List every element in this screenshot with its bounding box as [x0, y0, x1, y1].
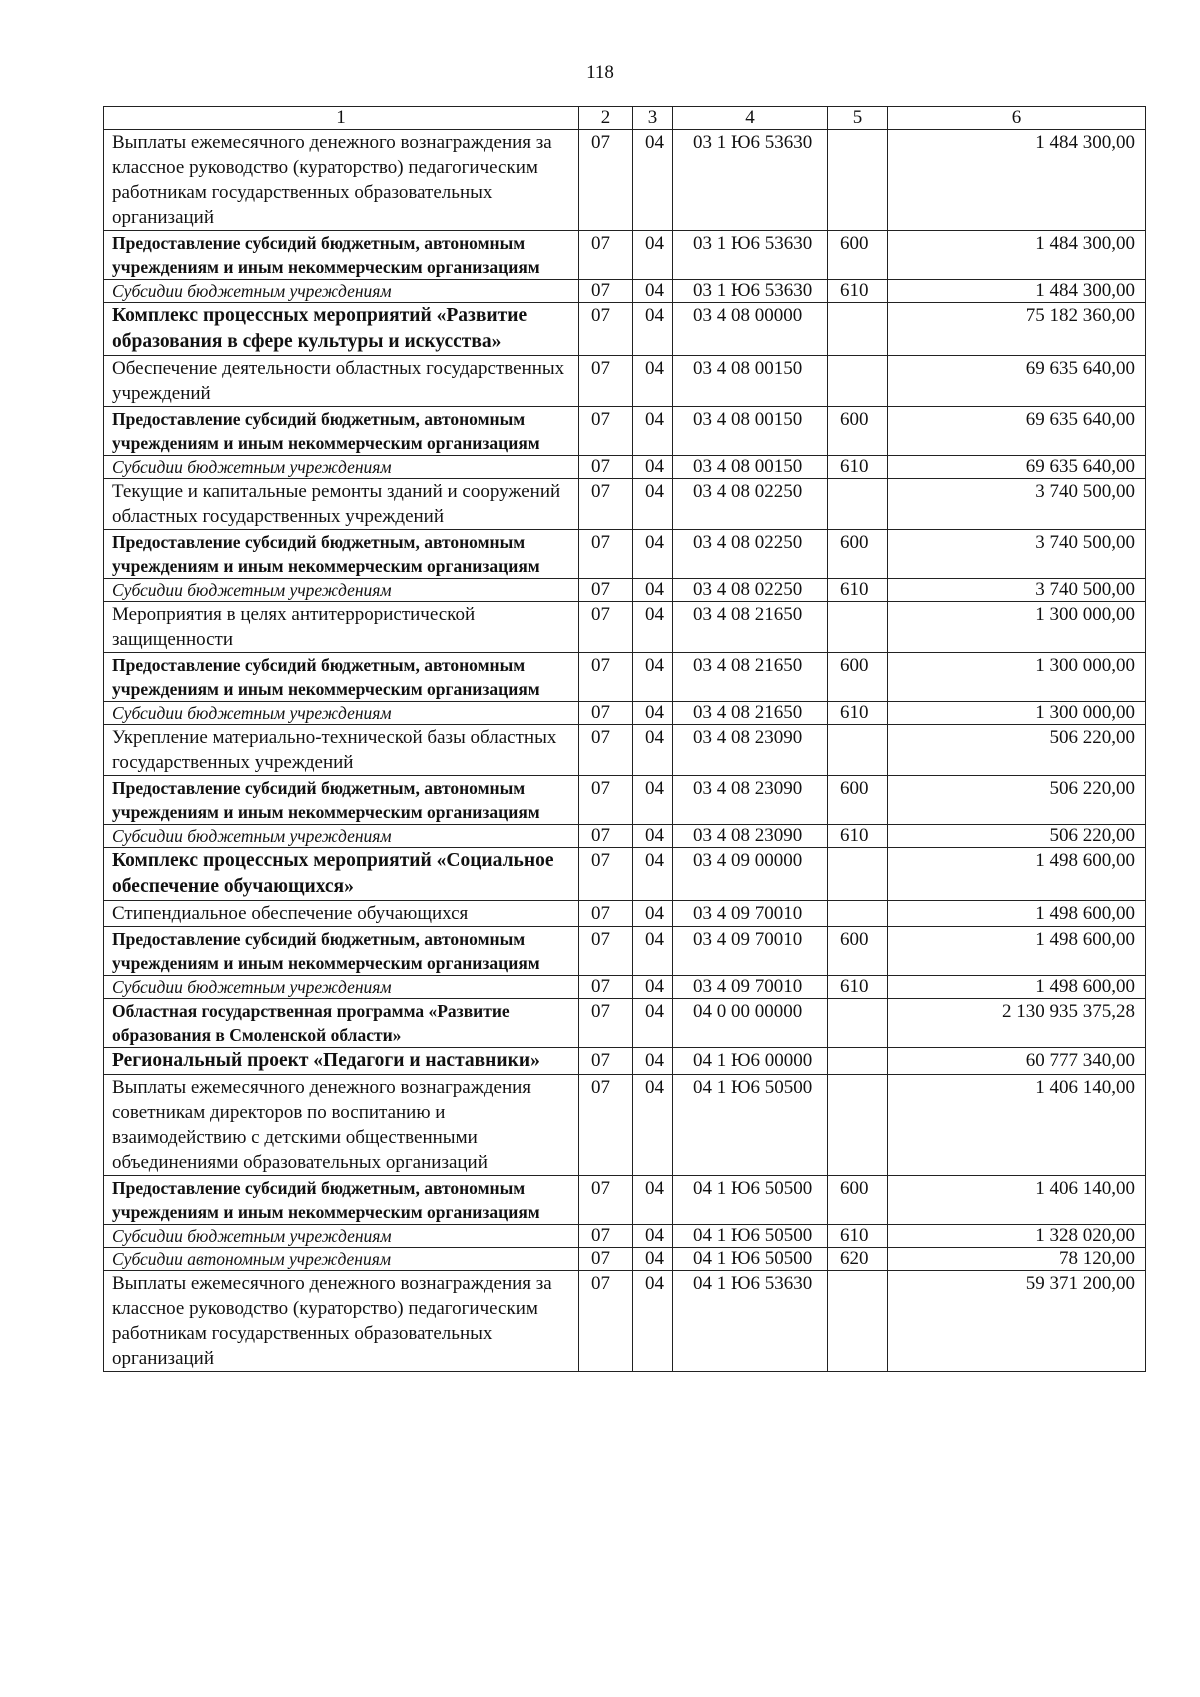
- target-article-cell: 03 4 08 21650: [673, 702, 828, 725]
- expense-name-cell: Субсидии бюджетным учреждениям: [104, 280, 579, 303]
- table-row: [104, 280, 1146, 303]
- subsection-code-cell: 04: [633, 901, 673, 927]
- table-row: [104, 602, 1146, 653]
- target-article-cell: 03 4 08 00150: [673, 456, 828, 479]
- expense-name-cell: Укрепление материально-технической базы областных государственных учреждений: [104, 725, 579, 776]
- table-row: [104, 776, 1146, 825]
- amount-cell: 3 740 500,00: [888, 479, 1146, 530]
- expense-name-cell: Текущие и капитальные ремонты зданий и сооружений областных государственных учреждений: [104, 479, 579, 530]
- target-article-cell: 03 4 08 02250: [673, 579, 828, 602]
- table-row: [104, 231, 1146, 280]
- target-article-cell: 03 4 08 23090: [673, 776, 828, 825]
- section-code-cell: 07: [579, 456, 633, 479]
- amount-cell: 69 635 640,00: [888, 456, 1146, 479]
- target-article-cell: 03 4 08 23090: [673, 825, 828, 848]
- table-row: [104, 927, 1146, 976]
- amount-cell: 1 328 020,00: [888, 1225, 1146, 1248]
- expense-type-cell: 610: [828, 456, 888, 479]
- table-row: [104, 999, 1146, 1048]
- target-article-cell: 04 1 Ю6 00000: [673, 1048, 828, 1075]
- expense-name-cell: Обеспечение деятельности областных государственных учреждений: [104, 356, 579, 407]
- section-code-cell: 07: [579, 725, 633, 776]
- target-article-cell: 04 1 Ю6 50500: [673, 1176, 828, 1225]
- section-code-cell: 07: [579, 825, 633, 848]
- expense-name-cell: Областная государственная программа «Развитие образования в Смоленской области»: [104, 999, 579, 1048]
- expense-type-cell: [828, 303, 888, 356]
- section-code-cell: 07: [579, 1248, 633, 1271]
- expense-type-cell: [828, 848, 888, 901]
- target-article-cell: 03 1 Ю6 53630: [673, 280, 828, 303]
- subsection-code-cell: 04: [633, 407, 673, 456]
- subsection-code-cell: 04: [633, 479, 673, 530]
- section-code-cell: 07: [579, 579, 633, 602]
- section-code-cell: 07: [579, 702, 633, 725]
- amount-cell: 2 130 935 375,28: [888, 999, 1146, 1048]
- target-article-cell: 04 1 Ю6 53630: [673, 1271, 828, 1372]
- subsection-code-cell: 04: [633, 1248, 673, 1271]
- target-article-cell: 04 1 Ю6 50500: [673, 1075, 828, 1176]
- target-article-cell: 03 4 09 70010: [673, 976, 828, 999]
- section-code-cell: 07: [579, 653, 633, 702]
- section-code-cell: 07: [579, 303, 633, 356]
- column-header: 1: [104, 107, 579, 130]
- table-row: [104, 976, 1146, 999]
- expense-type-cell: [828, 130, 888, 231]
- column-header: 3: [633, 107, 673, 130]
- expense-name-cell: Стипендиальное обеспечение обучающихся: [104, 901, 579, 927]
- subsection-code-cell: 04: [633, 927, 673, 976]
- page-number: 118: [586, 62, 614, 83]
- table-row: [104, 1225, 1146, 1248]
- expense-name-cell: Субсидии бюджетным учреждениям: [104, 976, 579, 999]
- expense-name-cell: Выплаты ежемесячного денежного вознаграждения за классное руководство (кураторство) педагогическим работникам государственных образовательных организаций: [104, 130, 579, 231]
- section-code-cell: 07: [579, 1225, 633, 1248]
- expense-name-cell: Субсидии бюджетным учреждениям: [104, 825, 579, 848]
- expense-type-cell: 610: [828, 825, 888, 848]
- amount-cell: 1 484 300,00: [888, 280, 1146, 303]
- amount-cell: 1 300 000,00: [888, 702, 1146, 725]
- expense-type-cell: 610: [828, 702, 888, 725]
- table-row: [104, 303, 1146, 356]
- target-article-cell: 03 4 08 00000: [673, 303, 828, 356]
- target-article-cell: 03 4 08 21650: [673, 653, 828, 702]
- section-code-cell: 07: [579, 231, 633, 280]
- expense-name-cell: Мероприятия в целях антитеррористической защищенности: [104, 602, 579, 653]
- expense-name-cell: Субсидии бюджетным учреждениям: [104, 579, 579, 602]
- expense-type-cell: [828, 725, 888, 776]
- subsection-code-cell: 04: [633, 130, 673, 231]
- amount-cell: 3 740 500,00: [888, 530, 1146, 579]
- expense-name-cell: Предоставление субсидий бюджетным, автономным учреждениям и иным некоммерческим организациям: [104, 407, 579, 456]
- column-header: 5: [828, 107, 888, 130]
- subsection-code-cell: 04: [633, 653, 673, 702]
- section-code-cell: 07: [579, 530, 633, 579]
- expense-name-cell: Предоставление субсидий бюджетным, автономным учреждениям и иным некоммерческим организациям: [104, 653, 579, 702]
- column-header: 6: [888, 107, 1146, 130]
- expense-type-cell: [828, 356, 888, 407]
- expense-name-cell: Предоставление субсидий бюджетным, автономным учреждениям и иным некоммерческим организациям: [104, 1176, 579, 1225]
- subsection-code-cell: 04: [633, 1225, 673, 1248]
- expense-name-cell: Комплекс процессных мероприятий «Развитие образования в сфере культуры и искусства»: [104, 303, 579, 356]
- table-row: [104, 1271, 1146, 1372]
- section-code-cell: 07: [579, 1271, 633, 1372]
- subsection-code-cell: 04: [633, 280, 673, 303]
- expense-type-cell: 610: [828, 1225, 888, 1248]
- target-article-cell: 03 4 08 02250: [673, 530, 828, 579]
- expense-name-cell: Предоставление субсидий бюджетным, автономным учреждениям и иным некоммерческим организациям: [104, 231, 579, 280]
- subsection-code-cell: 04: [633, 602, 673, 653]
- section-code-cell: 07: [579, 776, 633, 825]
- table-row: [104, 356, 1146, 407]
- expense-name-cell: Субсидии бюджетным учреждениям: [104, 702, 579, 725]
- expense-type-cell: [828, 999, 888, 1048]
- table-row: [104, 479, 1146, 530]
- expense-type-cell: 610: [828, 579, 888, 602]
- subsection-code-cell: 04: [633, 356, 673, 407]
- subsection-code-cell: 04: [633, 848, 673, 901]
- table-row: [104, 1075, 1146, 1176]
- section-code-cell: 07: [579, 848, 633, 901]
- amount-cell: 1 498 600,00: [888, 927, 1146, 976]
- expense-type-cell: 600: [828, 927, 888, 976]
- expense-type-cell: [828, 479, 888, 530]
- table-row: [104, 130, 1146, 231]
- expense-type-cell: 600: [828, 1176, 888, 1225]
- table-row: [104, 725, 1146, 776]
- amount-cell: 506 220,00: [888, 825, 1146, 848]
- amount-cell: 1 300 000,00: [888, 602, 1146, 653]
- target-article-cell: 03 1 Ю6 53630: [673, 130, 828, 231]
- amount-cell: 1 498 600,00: [888, 901, 1146, 927]
- expense-type-cell: 600: [828, 407, 888, 456]
- amount-cell: 1 498 600,00: [888, 848, 1146, 901]
- section-code-cell: 07: [579, 1048, 633, 1075]
- subsection-code-cell: 04: [633, 303, 673, 356]
- section-code-cell: 07: [579, 999, 633, 1048]
- table-row: [104, 456, 1146, 479]
- target-article-cell: 03 4 09 70010: [673, 901, 828, 927]
- subsection-code-cell: 04: [633, 456, 673, 479]
- expense-type-cell: 610: [828, 280, 888, 303]
- target-article-cell: 03 4 09 70010: [673, 927, 828, 976]
- subsection-code-cell: 04: [633, 1075, 673, 1176]
- amount-cell: 1 406 140,00: [888, 1176, 1146, 1225]
- target-article-cell: 04 1 Ю6 50500: [673, 1225, 828, 1248]
- expense-name-cell: Комплекс процессных мероприятий «Социальное обеспечение обучающихся»: [104, 848, 579, 901]
- amount-cell: 69 635 640,00: [888, 407, 1146, 456]
- section-code-cell: 07: [579, 356, 633, 407]
- subsection-code-cell: 04: [633, 1176, 673, 1225]
- subsection-code-cell: 04: [633, 702, 673, 725]
- target-article-cell: 03 4 08 23090: [673, 725, 828, 776]
- subsection-code-cell: 04: [633, 999, 673, 1048]
- section-code-cell: 07: [579, 130, 633, 231]
- subsection-code-cell: 04: [633, 725, 673, 776]
- expense-type-cell: [828, 1075, 888, 1176]
- amount-cell: 59 371 200,00: [888, 1271, 1146, 1372]
- table-row: [104, 848, 1146, 901]
- section-code-cell: 07: [579, 901, 633, 927]
- section-code-cell: 07: [579, 407, 633, 456]
- section-code-cell: 07: [579, 280, 633, 303]
- amount-cell: 78 120,00: [888, 1248, 1146, 1271]
- expense-type-cell: [828, 901, 888, 927]
- table-row: [104, 530, 1146, 579]
- amount-cell: 1 498 600,00: [888, 976, 1146, 999]
- target-article-cell: 03 4 09 00000: [673, 848, 828, 901]
- amount-cell: 506 220,00: [888, 776, 1146, 825]
- column-number-row: [104, 107, 1146, 130]
- amount-cell: 1 484 300,00: [888, 231, 1146, 280]
- expense-name-cell: Субсидии автономным учреждениям: [104, 1248, 579, 1271]
- expense-type-cell: [828, 1048, 888, 1075]
- expense-name-cell: Субсидии бюджетным учреждениям: [104, 1225, 579, 1248]
- expense-name-cell: Выплаты ежемесячного денежного вознаграждения советникам директоров по воспитанию и взаимодействию с детскими общественными объединениями образовательных организаций: [104, 1075, 579, 1176]
- expense-type-cell: 620: [828, 1248, 888, 1271]
- budget-table: [103, 106, 1146, 1372]
- table-row: [104, 702, 1146, 725]
- table-row: [104, 1048, 1146, 1075]
- expense-type-cell: 600: [828, 653, 888, 702]
- subsection-code-cell: 04: [633, 825, 673, 848]
- amount-cell: 75 182 360,00: [888, 303, 1146, 356]
- section-code-cell: 07: [579, 1075, 633, 1176]
- section-code-cell: 07: [579, 602, 633, 653]
- amount-cell: 1 300 000,00: [888, 653, 1146, 702]
- section-code-cell: 07: [579, 976, 633, 999]
- expense-type-cell: 600: [828, 776, 888, 825]
- target-article-cell: 03 4 08 00150: [673, 407, 828, 456]
- amount-cell: 3 740 500,00: [888, 579, 1146, 602]
- expense-type-cell: 600: [828, 231, 888, 280]
- subsection-code-cell: 04: [633, 976, 673, 999]
- section-code-cell: 07: [579, 479, 633, 530]
- expense-name-cell: Предоставление субсидий бюджетным, автономным учреждениям и иным некоммерческим организациям: [104, 776, 579, 825]
- subsection-code-cell: 04: [633, 579, 673, 602]
- amount-cell: 60 777 340,00: [888, 1048, 1146, 1075]
- target-article-cell: 03 4 08 21650: [673, 602, 828, 653]
- subsection-code-cell: 04: [633, 530, 673, 579]
- subsection-code-cell: 04: [633, 1271, 673, 1372]
- table-row: [104, 1248, 1146, 1271]
- column-header: 4: [673, 107, 828, 130]
- table-row: [104, 1176, 1146, 1225]
- expense-type-cell: 610: [828, 976, 888, 999]
- amount-cell: 506 220,00: [888, 725, 1146, 776]
- column-header: 2: [579, 107, 633, 130]
- subsection-code-cell: 04: [633, 776, 673, 825]
- subsection-code-cell: 04: [633, 1048, 673, 1075]
- target-article-cell: 04 1 Ю6 50500: [673, 1248, 828, 1271]
- table-row: [104, 825, 1146, 848]
- table-body: [104, 130, 1146, 1372]
- table-row: [104, 653, 1146, 702]
- subsection-code-cell: 04: [633, 231, 673, 280]
- target-article-cell: 03 4 08 00150: [673, 356, 828, 407]
- amount-cell: 1 406 140,00: [888, 1075, 1146, 1176]
- table-row: [104, 579, 1146, 602]
- expense-name-cell: Субсидии бюджетным учреждениям: [104, 456, 579, 479]
- expense-name-cell: Предоставление субсидий бюджетным, автономным учреждениям и иным некоммерческим организациям: [104, 927, 579, 976]
- target-article-cell: 03 1 Ю6 53630: [673, 231, 828, 280]
- table-row: [104, 901, 1146, 927]
- expense-name-cell: Региональный проект «Педагоги и наставники»: [104, 1048, 579, 1075]
- expense-type-cell: [828, 1271, 888, 1372]
- target-article-cell: 04 0 00 00000: [673, 999, 828, 1048]
- expense-type-cell: 600: [828, 530, 888, 579]
- amount-cell: 1 484 300,00: [888, 130, 1146, 231]
- section-code-cell: 07: [579, 1176, 633, 1225]
- expense-type-cell: [828, 602, 888, 653]
- section-code-cell: 07: [579, 927, 633, 976]
- table-row: [104, 407, 1146, 456]
- expense-name-cell: Выплаты ежемесячного денежного вознаграждения за классное руководство (кураторство) педагогическим работникам государственных образовательных организаций: [104, 1271, 579, 1372]
- amount-cell: 69 635 640,00: [888, 356, 1146, 407]
- target-article-cell: 03 4 08 02250: [673, 479, 828, 530]
- expense-name-cell: Предоставление субсидий бюджетным, автономным учреждениям и иным некоммерческим организациям: [104, 530, 579, 579]
